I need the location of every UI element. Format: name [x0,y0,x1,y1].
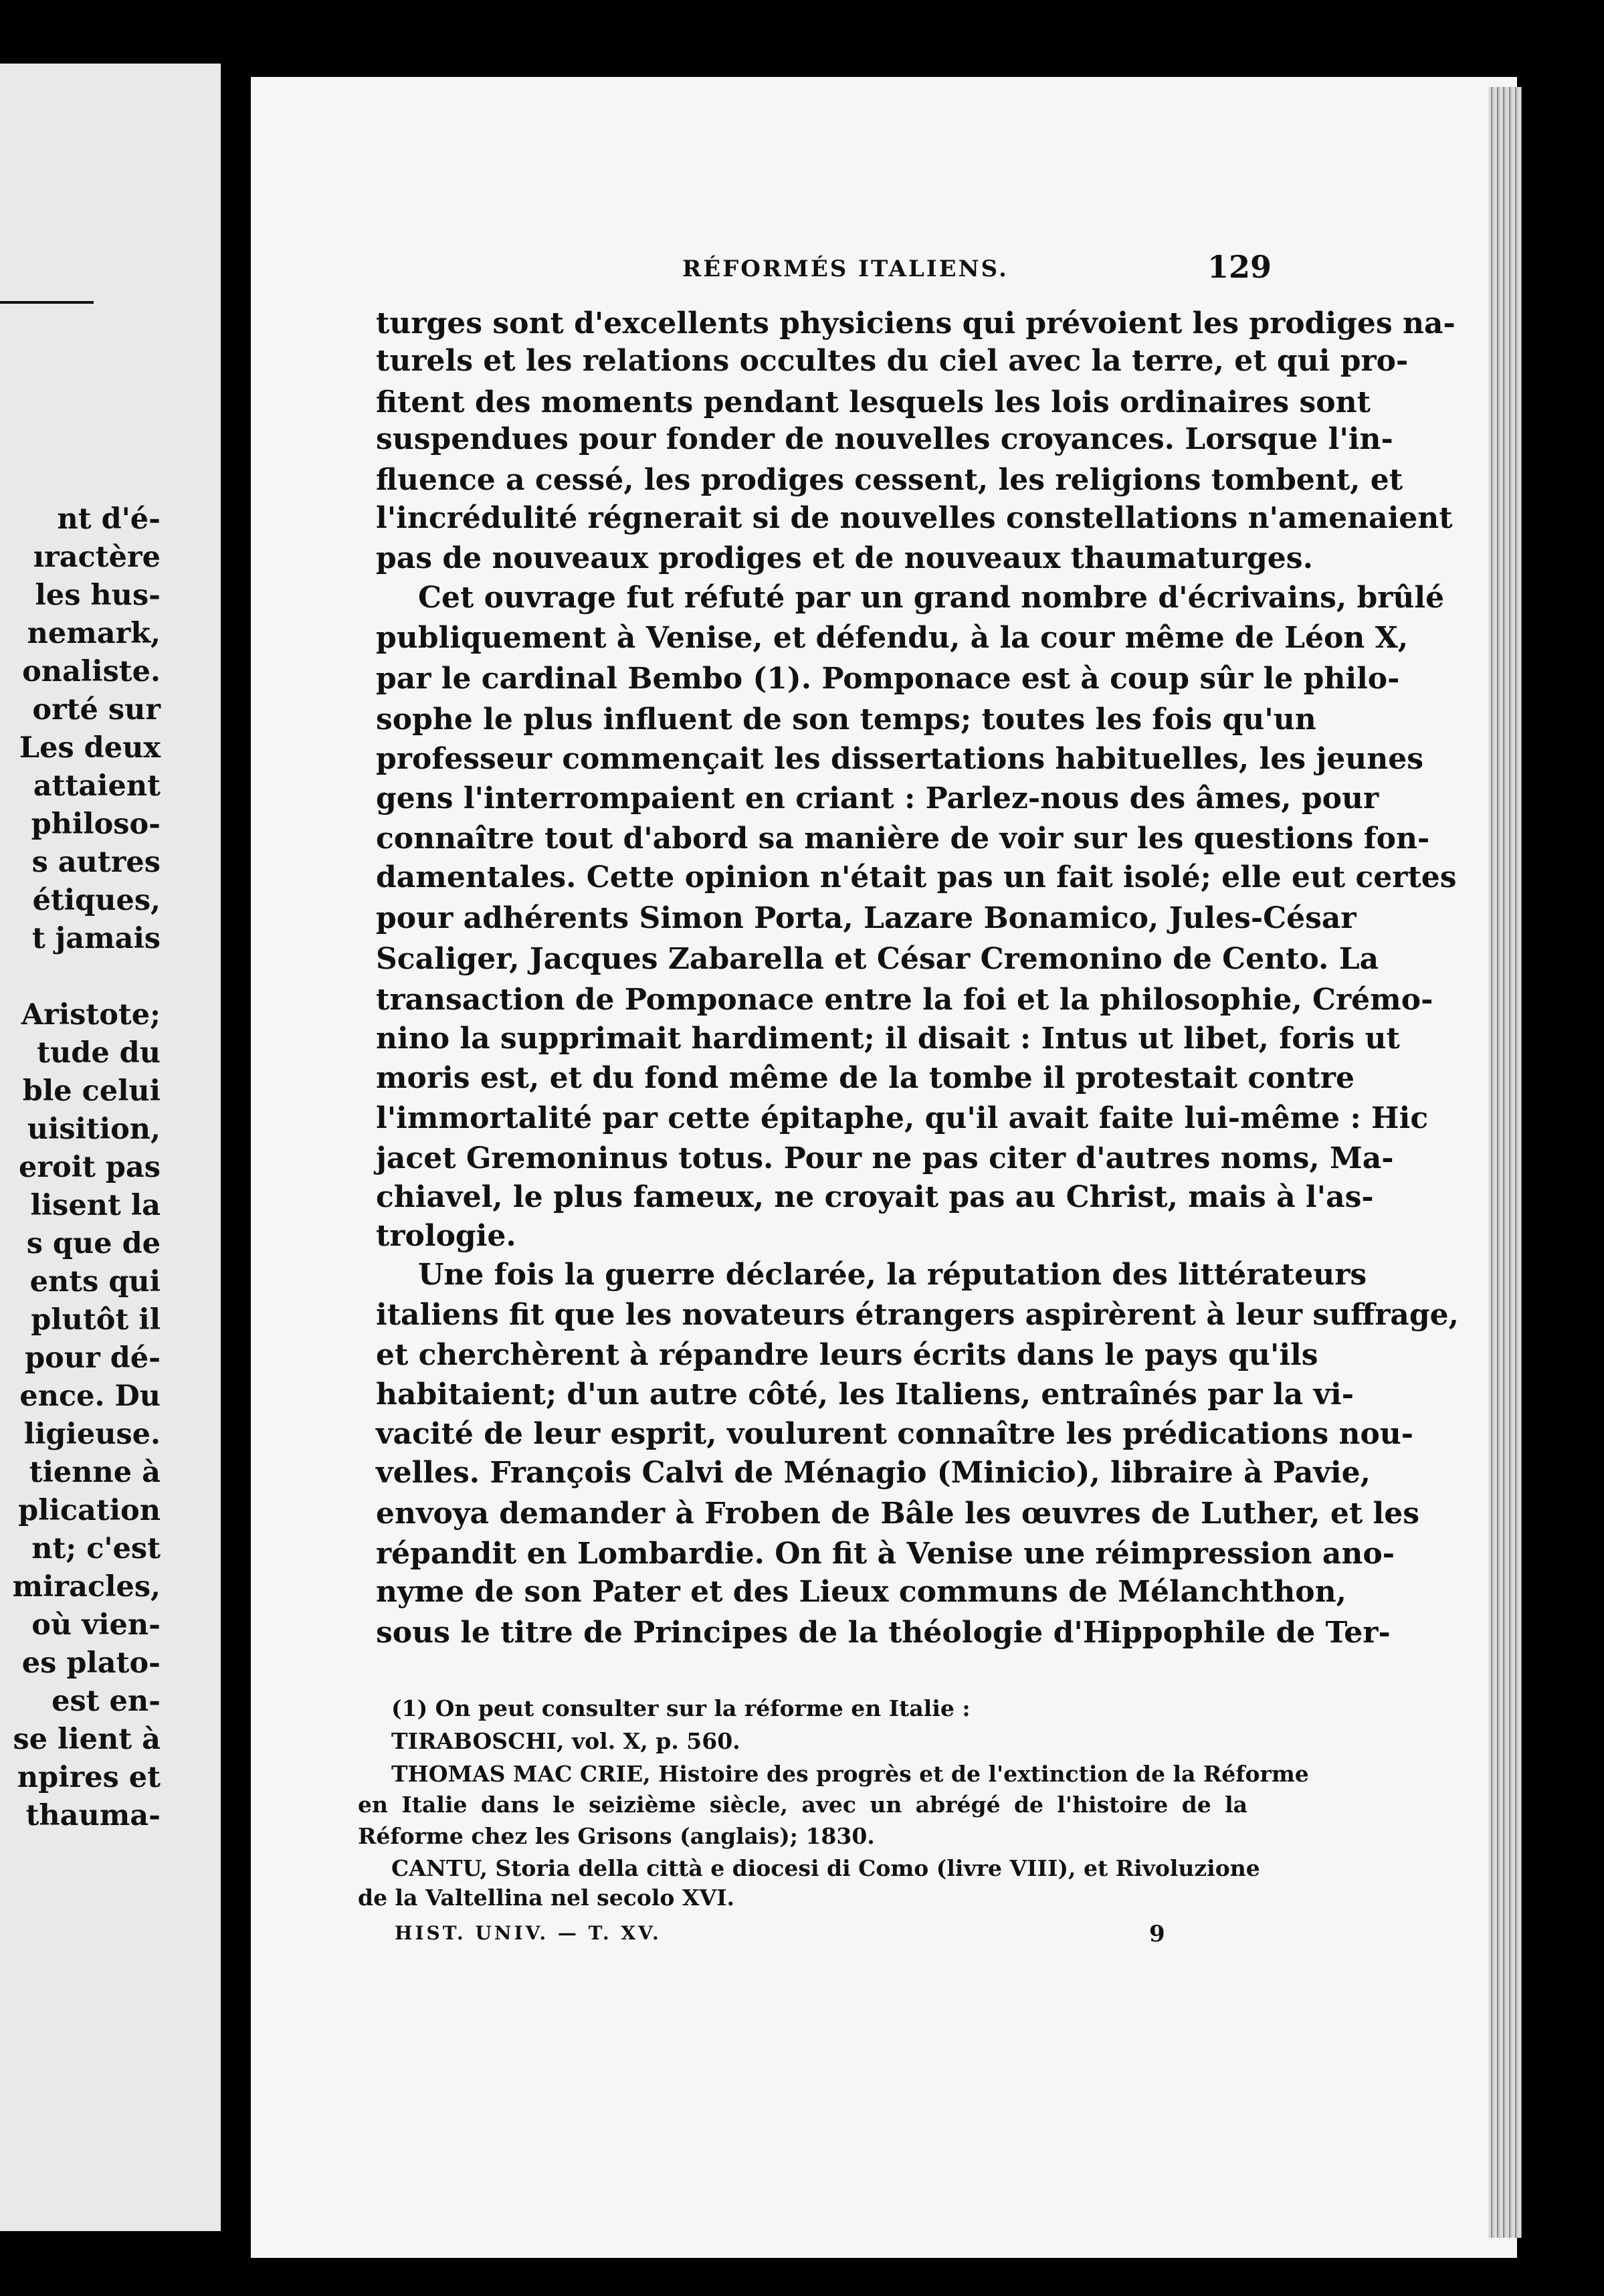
left-page-line: npires et [17,1761,161,1794]
left-page-rule [0,301,94,304]
body-line: fluence a cessé, les prodiges cessent, les religions tombent, et [376,463,1403,497]
left-page-line: nemark, [27,617,161,650]
footnote-line: en Italie dans le seizième siècle, avec un abrégé de l'histoire de la [358,1792,1247,1818]
left-page-line: tude du [37,1036,161,1070]
body-line: publiquement à Venise, et défendu, à la cour même de Léon X, [376,621,1409,655]
page-edge [1488,87,1522,2238]
body-line: fitent des moments pendant lesquels les lois ordinaires sont [376,385,1371,419]
left-page-line: es plato- [21,1646,161,1680]
footnote-line: de la Valtellina nel secolo XVI. [358,1885,735,1911]
body-line: suspendues pour fonder de nouvelles croyances. Lorsque l'in- [376,422,1393,456]
left-page-line: philoso- [31,807,161,841]
body-line: connaître tout d'abord sa manière de voir sur les questions fon- [376,822,1430,856]
body-line: italiens fit que les novateurs étrangers aspirèrent à leur suffrage, [376,1298,1459,1332]
body-line: vacité de leur esprit, voulurent connaître les prédications nou- [376,1417,1414,1451]
body-line: gens l'interrompaient en criant : Parlez-nous des âmes, pour [376,781,1379,816]
body-line: turels et les relations occultes du ciel avec la terre, et qui pro- [376,344,1409,378]
running-head: RÉFORMÉS ITALIENS. [682,256,1009,282]
footnote-line: THOMAS MAC CRIE, Histoire des progrès et de l'extinction de la Réforme [391,1761,1309,1787]
left-page-line: thauma- [25,1799,161,1832]
left-page-line: attaient [33,769,161,803]
signature-number: 9 [1149,1921,1165,1947]
body-line: moris est, et du fond même de la tombe il protestait contre [376,1061,1355,1095]
body-line: damentales. Cette opinion n'était pas un fait isolé; elle eut certes [376,860,1457,894]
body-line: sous le titre de Principes de la théologie d'Hippophile de Ter- [376,1616,1391,1650]
body-line: répandit en Lombardie. On fit à Venise une réimpression ano- [376,1537,1395,1571]
body-line: Scaliger, Jacques Zabarella et César Cremonino de Cento. La [376,942,1379,976]
footnote-line: CANTU, Storia della città e diocesi di Como (livre VIII), et Rivoluzione [391,1855,1260,1881]
body-line: sophe le plus influent de son temps; toutes les fois qu'un [376,702,1316,737]
left-page-line: ligieuse. [23,1418,161,1451]
left-page-line: uisition, [27,1113,161,1146]
left-page-line: plutôt il [31,1303,161,1337]
body-line: transaction de Pomponace entre la foi et la philosophie, Crémo- [376,983,1433,1017]
left-page-line: miracles, [12,1570,161,1604]
left-page-line: ents qui [29,1265,161,1299]
left-page-line: orté sur [32,693,161,727]
body-line: chiavel, le plus fameux, ne croyait pas au Christ, mais à l'as- [376,1180,1374,1214]
body-line: nino la supprimait hardiment; il disait : Intus ut libet, foris ut [376,1022,1400,1056]
left-page-line: t jamais [31,922,161,955]
left-page-line: ence. Du [19,1379,161,1413]
footnote-line: Réforme chez les Grisons (anglais); 1830. [358,1823,875,1849]
left-page-line: tienne à [29,1456,161,1489]
left-page-line: est en- [52,1685,161,1718]
left-page-line: nt; c'est [31,1532,161,1565]
left-page-line: où vien- [31,1608,161,1642]
body-line: pour adhérents Simon Porta, Lazare Bonamico, Jules-César [376,901,1357,935]
body-line: l'immortalité par cette épitaphe, qu'il avait faite lui-même : Hic [376,1101,1429,1135]
left-page-line: plication [18,1494,161,1527]
body-line: Une fois la guerre déclarée, la réputation des littérateurs [418,1258,1367,1292]
body-line: l'incrédulité régnerait si de nouvelles constellations n'amenaient [376,501,1453,535]
body-line: velles. François Calvi de Ménagio (Minicio), libraire à Pavie, [376,1456,1371,1490]
body-line: jacet Gremoninus totus. Pour ne pas citer d'autres noms, Ma- [376,1141,1394,1175]
left-page-line: pour dé- [25,1341,161,1375]
left-page-line: ıractère [33,541,161,574]
body-line: trologie. [376,1219,516,1253]
left-page-line: ble celui [22,1074,161,1108]
left-page-line: Aristote; [21,998,161,1032]
body-line: habitaient; d'un autre côté, les Italiens, entraînés par la vi- [376,1377,1355,1412]
body-line: envoya demander à Froben de Bâle les œuvres de Luther, et les [376,1497,1419,1531]
left-page-line: se lient à [13,1723,161,1756]
left-page-line: nt d'é- [57,502,161,536]
body-line: professeur commençait les dissertations habituelles, les jeunes [376,742,1424,776]
left-page-line: les hus- [35,579,161,612]
page-number: 129 [1207,249,1272,285]
footnote-line: (1) On peut consulter sur la réforme en Italie : [391,1695,971,1721]
left-page-line: s que de [26,1227,161,1260]
body-line: pas de nouveaux prodiges et de nouveaux thaumaturges. [376,541,1313,575]
signature-mark: HIST. UNIV. — T. XV. [395,1922,662,1944]
body-line: par le cardinal Bembo (1). Pomponace est à coup sûr le philo- [376,662,1400,696]
left-page-line: Les deux [19,731,161,765]
body-line: nyme de son Pater et des Lieux communs de Mélanchthon, [376,1575,1346,1609]
left-page-line: s autres [31,846,161,879]
footnote-line: TIRABOSCHI, vol. X, p. 560. [391,1728,740,1754]
left-facing-page [0,64,221,2231]
left-page-line: étiques, [32,884,161,917]
body-line: et cherchèrent à répandre leurs écrits dans le pays qu'ils [376,1338,1318,1372]
left-page-line: eroit pas [19,1151,161,1184]
left-page-line: onaliste. [22,655,161,688]
left-page-line: lisent la [30,1189,161,1222]
body-line: Cet ouvrage fut réfuté par un grand nombre d'écrivains, brûlé [418,581,1445,615]
body-line: turges sont d'excellents physiciens qui prévoient les prodiges na- [376,306,1456,341]
